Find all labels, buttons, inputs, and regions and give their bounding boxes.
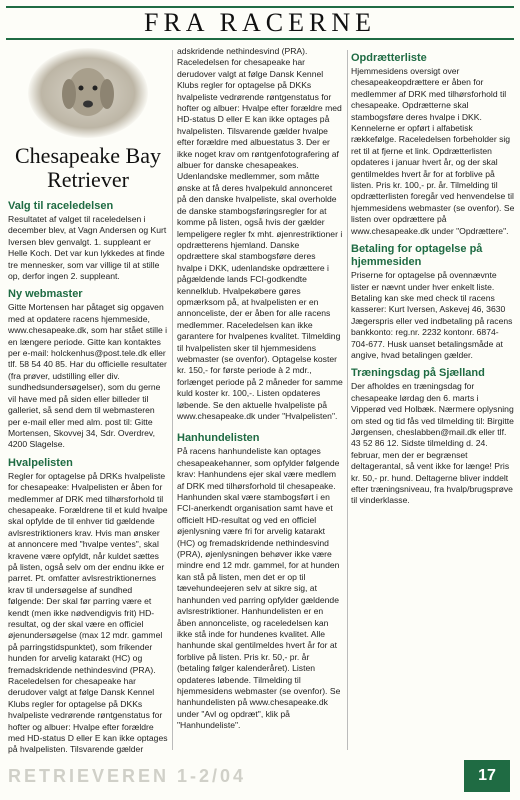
- article-heading: Valg til raceledelsen: [8, 200, 114, 212]
- dog-portrait: [28, 48, 148, 138]
- article-body: Gitte Mortensen har påtaget sig opgaven med at opdatere racens hjemmeside, www.chesapeake.dk, som har stået stille i en længere periode. Gitte kan kontaktes per e-mail: holckenhus@post.tele.dk eller tlf. 58 54 40 85. Har du officielle resultater (fra prøver, udstilling eller div. sundhedsundersøgelser), som du gerne vil have med på siden eller billeder til galleriet, så send dem til webmasteren per e-mail eller med alm. post til: Gitte Mortensen, Skovvej 34, Sdr. Overdrev, 4200 Slagelse.: [8, 302, 168, 450]
- article-heading: Betaling for optagelse på hjemmesiden: [351, 243, 483, 269]
- breed-title: [8, 144, 168, 192]
- article-body: Der afholdes en træningsdag for chesapeake lørdag den 6. marts i Vipperød ved Holbæk. Nærmere oplysning om sted og tid fås ved tilmelding til: Birgitte Jørgensen, cheslabben@mail.dk eller tlf. 43 52 86 12. Sidste tilmelding d. 24. februar, men der er begrænset deltagerantal, så vent ikke for længe! Pris kr. 50,- pr. hund. Deltagerne bliver inddelt efter træningsniveau, fra hvalp/brugsprøve til vinderklasse.: [351, 381, 514, 506]
- dog-head-icon: [53, 58, 123, 128]
- column-left: [8, 46, 168, 756]
- article-body: Regler for optagelse på DRKs hvalpeliste for chesapeake: Hvalpelisten er åben for medlemmer af DRK med tilhørsforhold til chesapeake. Forældrene til et kuld hvalpe skal opfylde de til enhver tid gældende avlsrestriktioners krav. Hvis man ønsker at annoncere med "hvalpe ventes", skal kravene være opfyldt, når kuldet sættes på listen, også selv om der endnu ikke er parret. Pt. omfatter avlsrestriktionernes krav til undersøgelse af sundhed følgende: Der skal før parring være et kendt (men ikke nødvendigvis frit) HD-resultat, og der skal være en officiel øjenundersøgelse (max 12 mdr. gammel på parringstidspunktet), som frikender hunden for arvelig katarakt (HC) og fremadskridende nethindesvind (PRA). Raceledelsen for chesapeake har derudover valgt at følge Dansk Kennel Klubs regler for optagelse på DKKs hvalpeliste vedrørende røntgenstatus for hofter og albuer: Hvalpe efter forældre med HD-status D eller E kan ikke optages på hvalpelisten. Tilsvarende gælder: [8, 470, 168, 755]
- column-divider: [172, 50, 173, 750]
- article-heading: Hvalpelisten: [8, 456, 73, 469]
- article-heading: Ny webmaster: [8, 288, 83, 301]
- article-body: På racens hanhundeliste kan optages chesapeakehanner, som opfylder følgende krav: Hanhundens ejer skal være medlem af DRK med tilhørsforhold til chesapeake. Hanhunden skal være stambogsført i en FCI-anerkendt organisation samt have et officielt HD-resultat og ved en officiel øjenlysning være fri for arvelig katarakt (HC) og fremadskridende nethindesvind (PRA), øjenlysningen behøver ikke være mindre end 12 mdr. gammel, for at hunden kan stå på listen, men det er op til tævehundeejeren selv at sikre sig, at hanhunden ved parring opfylder gældende avlsrestriktioner. Hanhundelisten er en åben annonceliste, og raceledelsen kan ikke stå inde for hundenes kvalitet. Alle hanhunde skal gentilmeldes hvert år for at forblive på listen. Pris kr. 50,- pr. år (betaling følger kalenderåret). Listen opdateres løbende. Tilmelding til hjemmesidens webmaster (se ovenfor). Se hanhundelisten på www.chesapeake.dk under "Avl og opdræt", klik på "Hanhundeliste".: [177, 446, 341, 731]
- article-heading: Træningsdag på Sjælland: [351, 367, 485, 380]
- article-heading: Opdrætterliste: [351, 52, 427, 64]
- article-body: Priserne for optagelse på ovennævnte lister er nævnt under hver enkelt liste. Betaling kan ske med check til racens kasserer: Kurt Iversen, Askevej 46, 3630 Jægerspris eller ved indbetaling på racens bankkonto: reg.nr. 2232 kontonr. 6874-704-677. Husk uanset betalingsmåde at angive, hvad betalingen gælder.: [351, 270, 513, 360]
- column-right: [351, 46, 515, 756]
- column-divider: [347, 50, 348, 750]
- article-body: Resultatet af valget til raceledelsen i december blev, at Vagn Andersen og Kurt Iversen blev genvalgt. 1. suppleant er Helle Koch. Det var kun lykkedes at finde tre mennesker, som var villige til at stille op, derfor ingen 2. suppleant.: [8, 214, 167, 282]
- article-heading: Hanhundelisten: [177, 432, 260, 445]
- section-header: [6, 6, 514, 40]
- column-middle: [177, 46, 343, 756]
- page-number: 17: [464, 760, 510, 792]
- article-body-continued: adskridende nethindesvind (PRA). Raceledelsen for chesapeake har derudover valgt at følge Dansk Kennel Klubs regler for optagelse på DKKs hvalpeliste vedrørende røntgenstatus for hofter og albuer: Hvalpe efter forældre med HD-status D eller E kan ikke optages på hvalpelisten. Tilsvarende gælder hvalpe efter forældre med albuestatus 3. Der er ikke noget krav om røntgenfotografering af albuer for danske chesapeakes. Udenlandske medlemmer, som måtte ønske at få deres hvalpekuld annonceret på den danske hvalpeliste, skal overholde de danske stambogsføringsregler for at komme på listen, også hvis der gælder lempeligere regler fx mht. øjenrestriktioner i opdrætterens hjemland. Danske opdrættere skal stambogsføre deres hvalpe i DKK, udenlandske opdrættere i pågældende lands FCI-godkendte kennelklub. Hvalpekøbere gøres opmærksom på, at hvalpelisten er en annonceliste, der er åben for alle racens medlemmer. Raceledelsen kan ikke garantere for hvalpenes kvalitet. Tilmelding til hvalpelisten sker til hjemmesidens webmaster (se ovenfor). Optagelse koster kr. 150,- for første periode à 2 mdr., forlænget periode på 2 måneder for samme kuld koster kr. 100,-. Listen opdateres løbende. Se den aktuelle hvalpeliste på www.chesapeake.dk under "Hvalpelisten".: [177, 46, 343, 421]
- breed-title-line: Chesapeake Bay: [15, 143, 161, 168]
- magazine-issue: RETRIEVEREN 1-2/04: [8, 766, 247, 786]
- article-body: Hjemmesidens oversigt over chesapeakeopdrættere er åben for medlemmer af DRK med tilhørsforhold til chesapeake. Opdrætterne skal stambogsføre deres hvalpe i DKK. Kennelerne er opført i alfabetisk rækkefølge. Raceledelsen forbeholder sig ret til at fjerne et link. Opdrætterlisten opdateres i januar hvert år, og der skal gentilmeldes hvert år for at forblive på listen. Pris kr. 100,- pr. år. Tilmelding til opdrætterlisten foregår ved henvendelse til hjemmesidens webmaster (se ovenfor). Se listen over opdrættere på www.chesapeake.dk under "Opdrættere".: [351, 66, 515, 236]
- section-title: FRA RACERNE: [144, 8, 376, 37]
- breed-title-line: Retriever: [47, 167, 129, 192]
